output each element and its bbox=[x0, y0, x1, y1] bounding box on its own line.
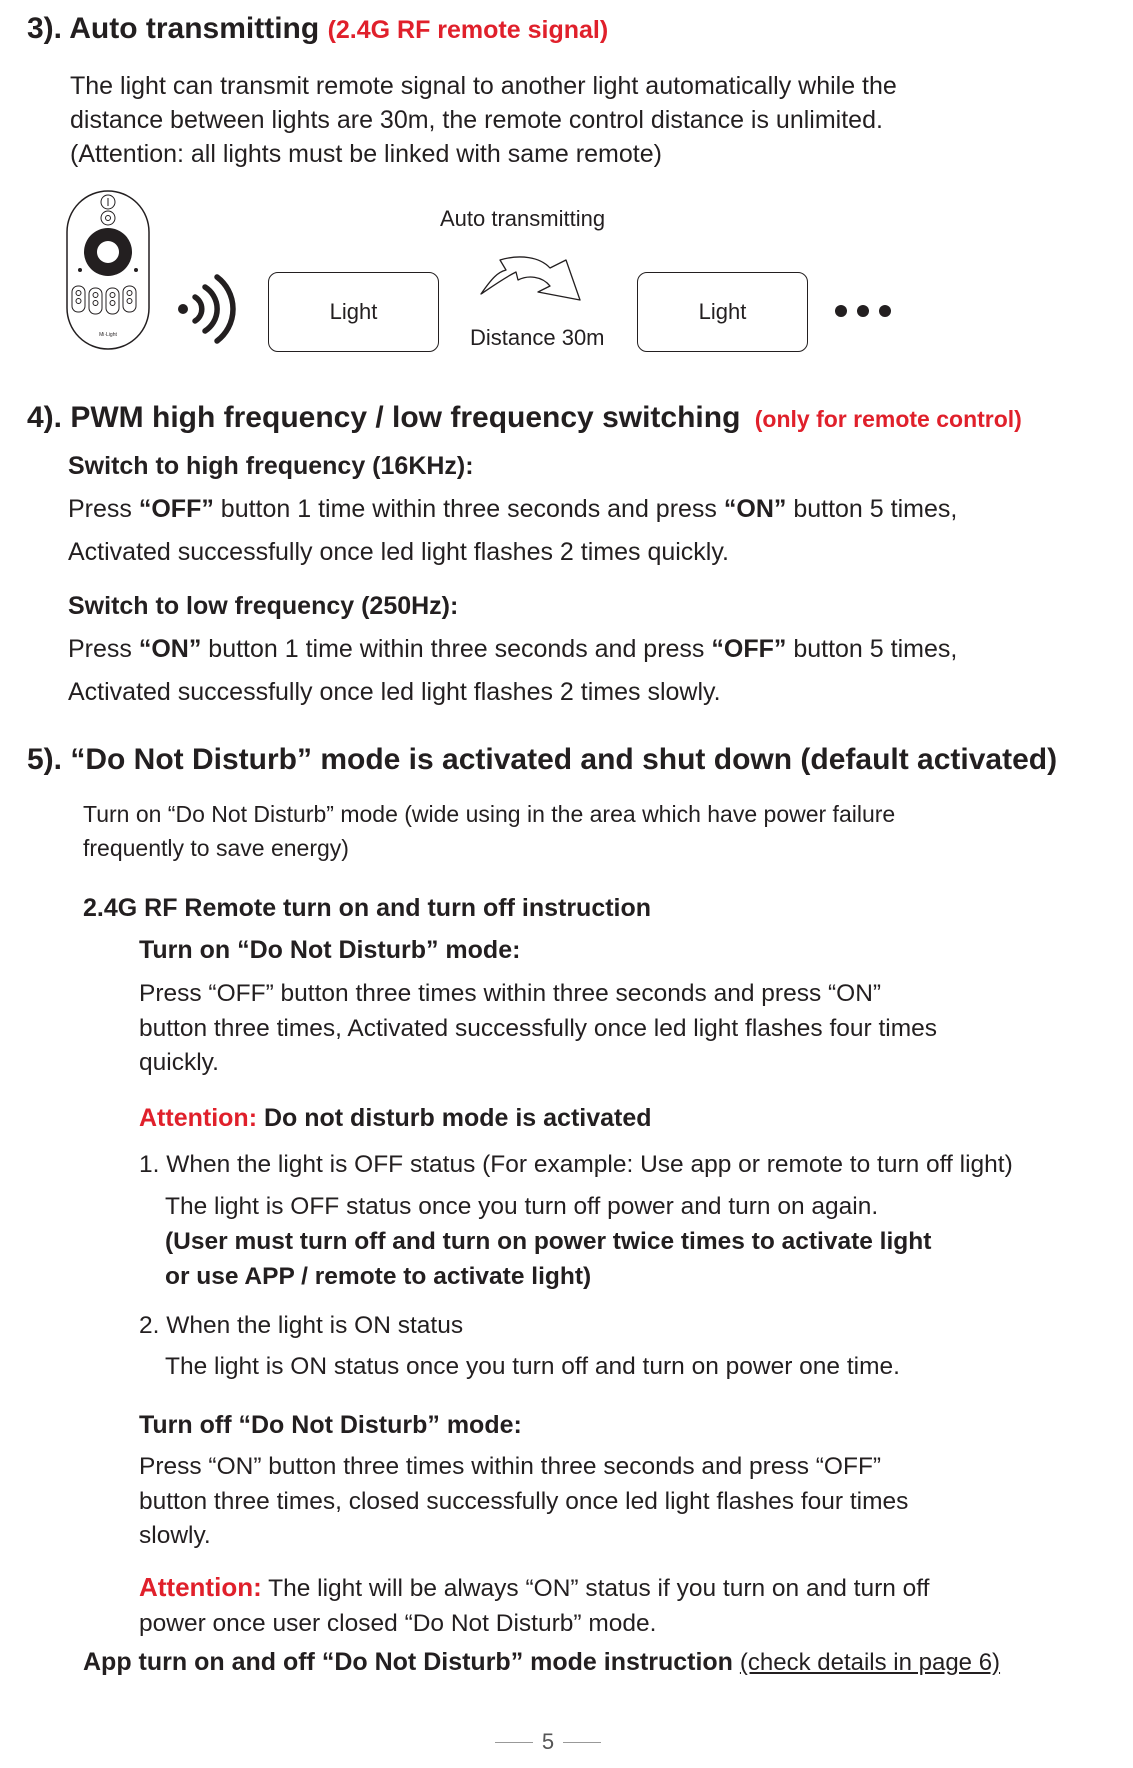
light-box-1: Light bbox=[268, 272, 439, 352]
attention-closed: Attention: The light will be always “ON” status if you turn on and turn off power once user closed “Do Not Disturb” mode. bbox=[139, 1572, 930, 1637]
light-box-2: Light bbox=[637, 272, 808, 352]
high-frequency-heading: Switch to high frequency (16KHz): bbox=[68, 452, 474, 480]
section-5-heading: 5). “Do Not Disturb” mode is activated and shut down (default activated) bbox=[27, 743, 1058, 776]
section-3-body: The light can transmit remote signal to another light automatically while the distance between lights are 30m, the remote control distance is unlimited. (Attention: all lights must be linked with same remote) bbox=[70, 72, 897, 168]
turn-off-dnd-body: Press “ON” button three times within three seconds and press “OFF” button three times, closed successfully once led light flashes four times slowly. bbox=[139, 1453, 909, 1549]
low-frequency-line-2: Activated successfully once led light flashes 2 times slowly. bbox=[68, 678, 721, 706]
section-3-heading: 3). Auto transmitting (2.4G RF remote signal) bbox=[27, 12, 609, 45]
remote-control-icon bbox=[64, 188, 152, 352]
footer-rule-left bbox=[495, 1742, 533, 1743]
page-6-link[interactable]: (check details in page 6) bbox=[739, 1649, 1001, 1676]
high-frequency-line-2: Activated successfully once led light flashes 2 times quickly. bbox=[68, 538, 729, 566]
signal-waves-icon bbox=[175, 272, 237, 346]
curved-arrow-icon bbox=[478, 248, 586, 306]
high-frequency-line-1: Press “OFF” button 1 time within three seconds and press “ON” button 5 times, bbox=[68, 495, 958, 523]
app-instruction-line: App turn on and off “Do Not Disturb” mode instruction (check details in page 6) bbox=[83, 1648, 1001, 1676]
section-3-note: (2.4G RF remote signal) bbox=[327, 16, 609, 44]
on-status-item: 2. When the light is ON status bbox=[139, 1312, 464, 1339]
rf-remote-heading: 2.4G RF Remote turn on and turn off instruction bbox=[83, 894, 652, 922]
low-frequency-line-1: Press “ON” button 1 time within three seconds and press “OFF” button 5 times, bbox=[68, 635, 958, 663]
off-status-item: 1. When the light is OFF status (For example: Use app or remote to turn off light) bbox=[139, 1151, 1013, 1178]
turn-off-dnd-heading: Turn off “Do Not Disturb” mode: bbox=[139, 1411, 522, 1439]
off-status-body: The light is OFF status once you turn off power and turn on again. bbox=[165, 1193, 879, 1220]
page-number: 5 bbox=[541, 1729, 555, 1754]
off-status-bold-note: (User must turn off and turn on power twice times to activate light or use APP / remote to activate light) bbox=[165, 1228, 932, 1290]
ellipsis-icon bbox=[834, 303, 894, 319]
distance-label: Distance 30m bbox=[470, 325, 605, 350]
attention-activated: Attention: Do not disturb mode is activated bbox=[139, 1104, 652, 1132]
turn-on-dnd-heading: Turn on “Do Not Disturb” mode: bbox=[139, 936, 521, 964]
on-status-body: The light is ON status once you turn off and turn on power one time. bbox=[165, 1353, 900, 1380]
low-frequency-heading: Switch to low frequency (250Hz): bbox=[68, 592, 459, 620]
section-5-intro: Turn on “Do Not Disturb” mode (wide using in the area which have power failure frequently to save energy) bbox=[83, 801, 896, 861]
footer-rule-right bbox=[563, 1742, 601, 1743]
page-footer bbox=[495, 1730, 601, 1754]
section-4-note: (only for remote control) bbox=[754, 406, 1022, 432]
diagram-caption: Auto transmitting bbox=[440, 206, 606, 231]
turn-on-dnd-body: Press “OFF” button three times within three seconds and press “ON” button three times, Activated successfully once led light flashes four times quickly. bbox=[139, 980, 938, 1076]
section-4-heading: 4). PWM high frequency / low frequency switching (only for remote control) bbox=[27, 401, 1022, 434]
remote-brand-text: Mi·Light bbox=[99, 332, 117, 338]
